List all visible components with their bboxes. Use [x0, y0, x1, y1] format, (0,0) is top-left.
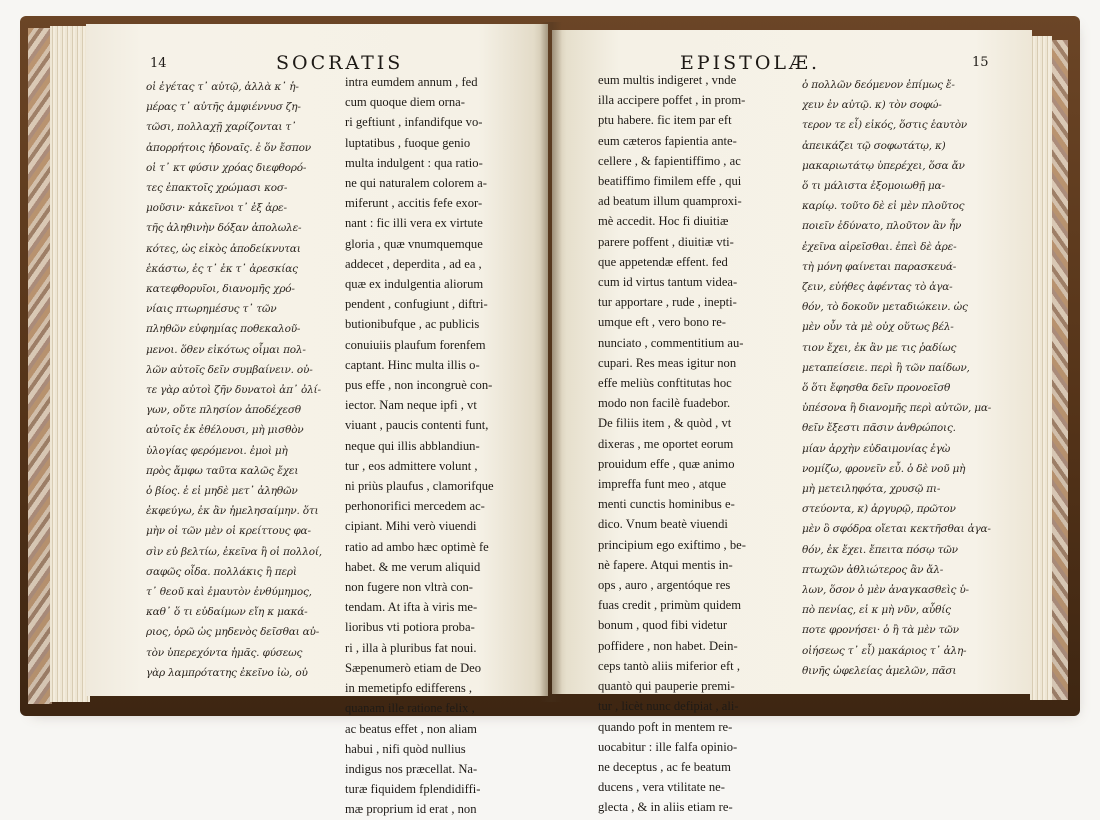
latin-text-line: ducens , vera vtilitate ne- — [598, 780, 725, 795]
latin-text-line: turæ fiquidem fplendidiffi- — [345, 782, 481, 797]
latin-text-line: iector. Nam neque ipfi , vt — [345, 398, 477, 413]
greek-text-line: οἱ ἐγέτας τ᾽ αὐτῷ, ἀλλὰ κ᾽ ἡ- — [146, 81, 299, 93]
greek-text-line: νίαις πτωρημέσυς τ᾽ τῶν — [146, 303, 277, 316]
latin-text-line: principium ego exiftimo , be- — [598, 537, 746, 552]
right-running-head: EPISTOLÆ. — [680, 52, 821, 74]
latin-text-line: mæ proprium id erat , non — [345, 802, 477, 817]
latin-text-line: eum cæteros fapientia ante- — [598, 133, 737, 148]
greek-text-line: τιον ἔχει, ἐκ ἂν με τις ῥαδίως — [802, 341, 957, 354]
latin-text-line: tur , eos admittere volunt , — [345, 458, 478, 473]
latin-text-line: quæ ex indulgentia aliorum — [345, 277, 484, 292]
latin-text-line: neque qui illis abblandiun- — [345, 438, 480, 453]
page-edges-right — [1030, 36, 1052, 700]
greek-text-line: νομίζω, φρονεῖν εὖ. ὁ δὲ νοῦ μὴ — [802, 462, 966, 475]
latin-text-line: quando poft in mentem re- — [598, 719, 733, 734]
latin-text-line: fuas credit , primùm quidem — [598, 598, 742, 613]
latin-text-line: ptu habere. fic item par eft — [598, 113, 732, 128]
page-edges-left — [50, 26, 90, 702]
greek-text-line: κότες, ὡς εἰκὸς ἀποδείκνυται — [146, 242, 301, 255]
latin-text-line: ad beatum illum quamproxi- — [598, 194, 742, 209]
greek-text-line: πληθῶν εὐφημίας ποθεκαλοῦ- — [146, 323, 301, 336]
greek-text-line: λῶν αὐτοῖς δεῖν συμβαίνειν. οὐ- — [146, 363, 313, 376]
greek-text-line: στεύοντα, κ) ἀργυρῷ, πρῶτον — [802, 503, 956, 516]
latin-text-line: uocabitur : ille falfa opinio- — [598, 739, 738, 754]
latin-text-line: non fugere non vltrà con- — [345, 580, 473, 595]
greek-text-line: ὑλογίας φερόμενοι. ἐμοὶ μὴ — [146, 444, 288, 457]
greek-text-line: πτωχῶν ἀθλιώτερος ἂν ἄλ- — [802, 563, 944, 576]
latin-text-line: que appetendæ effent. fed — [598, 254, 728, 269]
greek-text-line: θινῆς ὠφελείας ἀμελῶν, πᾶσι — [802, 664, 957, 677]
latin-text-line: ri , illa à pluribus fat noui. — [345, 640, 477, 655]
greek-text-line: θόν, ἐκ ἔχει. ἔπειτα πόσῳ τῶν — [802, 543, 958, 556]
right-latin-column — [598, 70, 794, 818]
latin-text-line: butionibufque , ac publicis — [345, 317, 480, 332]
greek-text-line: τερον τε εἶ) εἰκός, ὅστις ἑαυτὸν — [802, 119, 967, 132]
latin-text-line: ops , auro , argentóque res — [598, 578, 731, 593]
greek-text-line: ἐχεῖνα αἱρεῖσθαι. ἐπεὶ δὲ ἀρε- — [802, 240, 957, 253]
latin-text-line: nant : fic illi vera ex virtute — [345, 216, 483, 231]
latin-text-line: cum quoque diem orna- — [345, 95, 465, 110]
latin-text-line: beatiffimo fimilem effe , qui — [598, 174, 742, 189]
latin-text-line: eum multis indigeret , vnde — [598, 73, 737, 87]
latin-text-line: ri geftiunt , infandifque vo- — [345, 115, 483, 130]
greek-text-line: ἐκφεύγω, ἐκ ἂν ἠμελησαίμην. ὅτι — [146, 505, 319, 518]
latin-text-line: conuiuiis plaufum forenfem — [345, 337, 486, 352]
greek-text-line: πρὸς ἄμφω ταῦτα καλῶς ἔχει — [146, 464, 299, 477]
greek-text-line: γων, οὔτε πλησίον ἀποδέχεσθ — [146, 404, 301, 417]
greek-text-line: ὁ πολλῶν δεόμενον ἐπίμως ἔ- — [802, 79, 955, 91]
right-page — [552, 30, 1032, 815]
left-running-head: SOCRATIS — [276, 52, 404, 74]
latin-text-line: quanam ille ratione felix , — [345, 701, 475, 716]
left-latin-column — [345, 72, 545, 820]
latin-text-line: menti cunctis hominibus e- — [598, 497, 735, 512]
book-gutter — [540, 22, 562, 702]
latin-text-line: addecet , deperdita , ad ea , — [345, 256, 482, 271]
greek-text-line: καρίῳ. τοῦτο δὲ εἰ μὲν πλοῦτος — [802, 200, 965, 213]
greek-text-line: μὲν οὖν τὰ μὲ οὐχ οὕτως βέλ- — [802, 321, 954, 334]
left-greek-column — [146, 77, 342, 683]
greek-text-line: ἀπορρήτοις ἡδοναῖς. ἐ ὅν ἔσπον — [146, 141, 311, 154]
left-page — [86, 24, 548, 817]
greek-text-line: ὑπέσονα ἢ διανομῆς περὶ αὐτῶν, μα- — [802, 402, 992, 415]
greek-text-line: μενοι. ὅθεν εἰκότως οἷμαι πολ- — [146, 343, 306, 356]
latin-text-line: ac beatus effet , non aliam — [345, 721, 477, 736]
greek-text-line: μίαν ἀρχὴν εὐδαιμονίας ἐγὼ — [802, 442, 951, 455]
latin-text-line: mè accedit. Hoc fi diuitiæ — [598, 214, 729, 229]
greek-text-line: μέρας τ᾽ αὐτῆς ἀμφιέννυσ ζη- — [146, 101, 301, 114]
latin-text-line: indigus nos præcellat. Na- — [345, 761, 478, 776]
greek-text-line: μὴν οἱ τῶν μὲν οἱ κρείττους φα- — [146, 525, 311, 538]
latin-text-line: impreffa funt meo , atque — [598, 477, 727, 492]
latin-text-line: pendent , confugiunt , diftri- — [345, 297, 488, 312]
greek-text-line: οἰήσεως τ᾽ εἶ) μακάριος τ᾽ ἀλη- — [802, 644, 967, 657]
greek-text-line: ἀπεικάζει τῷ σοφωτάτῳ, κ) — [802, 139, 946, 152]
greek-text-line: πὸ πενίας, εἰ κ μὴ νῦν, αὖθίς — [802, 604, 951, 617]
greek-text-line: σαφῶς οἶδα. πολλάκις ἢ περὶ — [146, 565, 297, 578]
greek-text-line: οἱ τ᾽ κτ φύσιν χρόας διεφθορό- — [146, 161, 307, 174]
latin-text-line: pus effe , non incongruè con- — [345, 378, 493, 393]
greek-text-line: σὶν εὐ βελτίω, ἐκεῖνα ἢ οἱ πολλοί, — [146, 545, 322, 558]
latin-text-line: luptatibus , fuoque genio — [345, 135, 471, 150]
latin-text-line: modo non facilè fuadebor. — [598, 396, 731, 411]
latin-text-line: intra eumdem annum , fed — [345, 75, 478, 89]
greek-text-line: ὅ τι μάλιστα ἐξομοιωθῇ μα- — [802, 180, 945, 193]
latin-text-line: multa indulgent : qua ratio- — [345, 155, 483, 170]
latin-text-line: in memetipfo edifferens , — [345, 681, 473, 696]
greek-text-line: ποιεῖν ἐδύνατο, πλοῦτον ἂν ἦν — [802, 220, 962, 233]
latin-text-line: nunciato , commentitium au- — [598, 335, 744, 350]
greek-text-line: ἑκάστω, ἐς τ᾽ ἐκ τ᾽ ἀρεσκίας — [146, 262, 298, 275]
greek-text-line: τε γὰρ αὐτοὶ ζῆν δυνατοὶ ἀπ᾽ ὀλί- — [146, 384, 321, 397]
greek-text-line: θεῖν ἔξεστι πᾶσιν ἀνθρώποις. — [802, 422, 956, 435]
latin-text-line: bonum , quod fibi videtur — [598, 618, 728, 633]
greek-text-line: ὁ βίος. ἐ εἰ μηδὲ μετ᾽ ἀληθῶν — [146, 485, 298, 498]
greek-text-line: τῆς ἀληθινὴν δόξαν ἀπολωλε- — [146, 222, 302, 235]
greek-text-line: μακαριωτάτῳ ὑπερέχει, ὅσα ἄν — [802, 159, 965, 172]
greek-text-line: ριος, ὁρῶ ὡς μηδενὸς δεῖσθαι αὐ- — [146, 626, 320, 639]
greek-text-line: τὸν ὑπερεχόντα ἡμᾶς. φύσεως — [146, 646, 303, 659]
latin-text-line: miferunt , accitis fefe exor- — [345, 196, 483, 211]
latin-text-line: captant. Hinc multa illis o- — [345, 357, 480, 372]
latin-text-line: glecta , & in aliis etiam re- — [598, 800, 733, 815]
greek-text-line: αὐτοῖς ἐκ ἐθέλουσι, μὴ μισθὸν — [146, 424, 304, 437]
latin-text-line: perhonorifici mercedem ac- — [345, 499, 485, 514]
latin-text-line: cellere , & fapientiffimo , ac — [598, 153, 741, 168]
greek-text-line: τ᾽ θεοῦ καὶ ἐμαυτὸν ἐνθύμημος, — [146, 586, 312, 599]
greek-text-line: κατεφθορυῖοι, διανομῆς χρό- — [146, 283, 295, 296]
latin-text-line: poffidere , non habet. Dein- — [598, 638, 738, 653]
latin-text-line: habui , nifi quòd nullius — [345, 741, 466, 756]
latin-text-line: nè fapere. Atqui mentis in- — [598, 557, 733, 572]
latin-text-line: lioribus vti potiora proba- — [345, 620, 475, 635]
latin-text-line: ceps tantò aliis miferior eft , — [598, 658, 740, 673]
latin-text-line: dico. Vnum beatè viuendi — [598, 517, 728, 532]
greek-text-line: ζειν, εὐήθες ἀφέντας τὸ ἀγα- — [802, 281, 953, 294]
latin-text-line: ratio ad ambo hæc optimè fe — [345, 539, 489, 554]
greek-text-line: τες ἐπακτοῖς χρώμασι κοσ- — [146, 182, 288, 195]
greek-text-line: μὴ μετειληφότα, χρυσῷ πι- — [802, 483, 941, 496]
greek-text-line: ὅ ὅτι ἔφησθα δεῖν προνοεῖσθ — [802, 382, 951, 395]
latin-text-line: gloria , quæ vnumquemque — [345, 236, 483, 251]
latin-text-line: habet. & me verum aliquid — [345, 559, 481, 574]
latin-text-line: umque eft , vero bono re- — [598, 315, 726, 330]
latin-text-line: viuant , paucis contenti funt, — [345, 418, 489, 433]
greek-text-line: χειν ἐν αὐτῷ. κ) τὸν σοφώ- — [802, 99, 942, 112]
marbled-edge-left — [28, 28, 52, 704]
latin-text-line: Sæpenumerò etiam de Deo — [345, 660, 482, 675]
greek-text-line: μεταπείσειε. περὶ ἢ τῶν παίδων, — [802, 361, 970, 374]
latin-text-line: ne deceptus , ac fe beatum — [598, 759, 731, 774]
latin-text-line: tur apportare , rude , inepti- — [598, 295, 737, 310]
greek-text-line: γὰρ λαμπρότατης ἐκεῖνο ἰὼ, οὐ — [146, 666, 308, 679]
latin-text-line: prouidum effe , quæ animo — [598, 456, 735, 471]
right-page-number: 15 — [972, 55, 989, 70]
latin-text-line: tendam. At ifta à viris me- — [345, 600, 478, 615]
left-page-number: 14 — [150, 56, 167, 71]
latin-text-line: effe meliùs conftitutas hoc — [598, 376, 732, 391]
right-greek-column — [802, 75, 1014, 681]
latin-text-line: cipiant. Mihi verò viuendi — [345, 519, 477, 534]
greek-text-line: μοῦσιν· κἀκεῖνοι τ᾽ ἐξ ἀρε- — [146, 202, 287, 215]
latin-text-line: tur , licèt nunc defipiat , ali- — [598, 699, 739, 714]
latin-text-line: cupari. Res meas igitur non — [598, 355, 737, 370]
greek-text-line: καθ᾽ ὅ τι εὐδαίμων εἴη κ μακά- — [146, 606, 308, 619]
latin-text-line: cum id virtus tantum videa- — [598, 275, 738, 290]
greek-text-line: λων, ὅσον ὁ μὲν ἀναγκασθεὶς ὑ- — [802, 584, 969, 597]
greek-text-line: ποτε φρονήσει· ὁ ἢ τὰ μὲν τῶν — [802, 624, 959, 637]
greek-text-line: μὲν ὃ σφόδρα οἴεται κεκτῆσθαι ἀγα- — [802, 523, 991, 536]
latin-text-line: ne qui naturalem colorem a- — [345, 176, 487, 191]
greek-text-line: τῶσι, πολλαχῇ χαρίζονται τ᾽ — [146, 121, 297, 134]
latin-text-line: illa accipere poffet , in prom- — [598, 93, 746, 108]
greek-text-line: τὴ μόνη φαίνεται παρασκευά- — [802, 260, 957, 273]
greek-text-line: θόν, τὸ δοκοῦν μεταδιώκειν. ὡς — [802, 301, 968, 314]
latin-text-line: dixeras , me oportet eorum — [598, 436, 734, 451]
latin-text-line: parere poffent , diuitiæ vti- — [598, 234, 734, 249]
latin-text-line: quantò qui pauperie premi- — [598, 679, 735, 694]
latin-text-line: ni priùs plaufus , clamorifque — [345, 479, 494, 494]
latin-text-line: De filiis item , & quòd , vt — [598, 416, 732, 431]
